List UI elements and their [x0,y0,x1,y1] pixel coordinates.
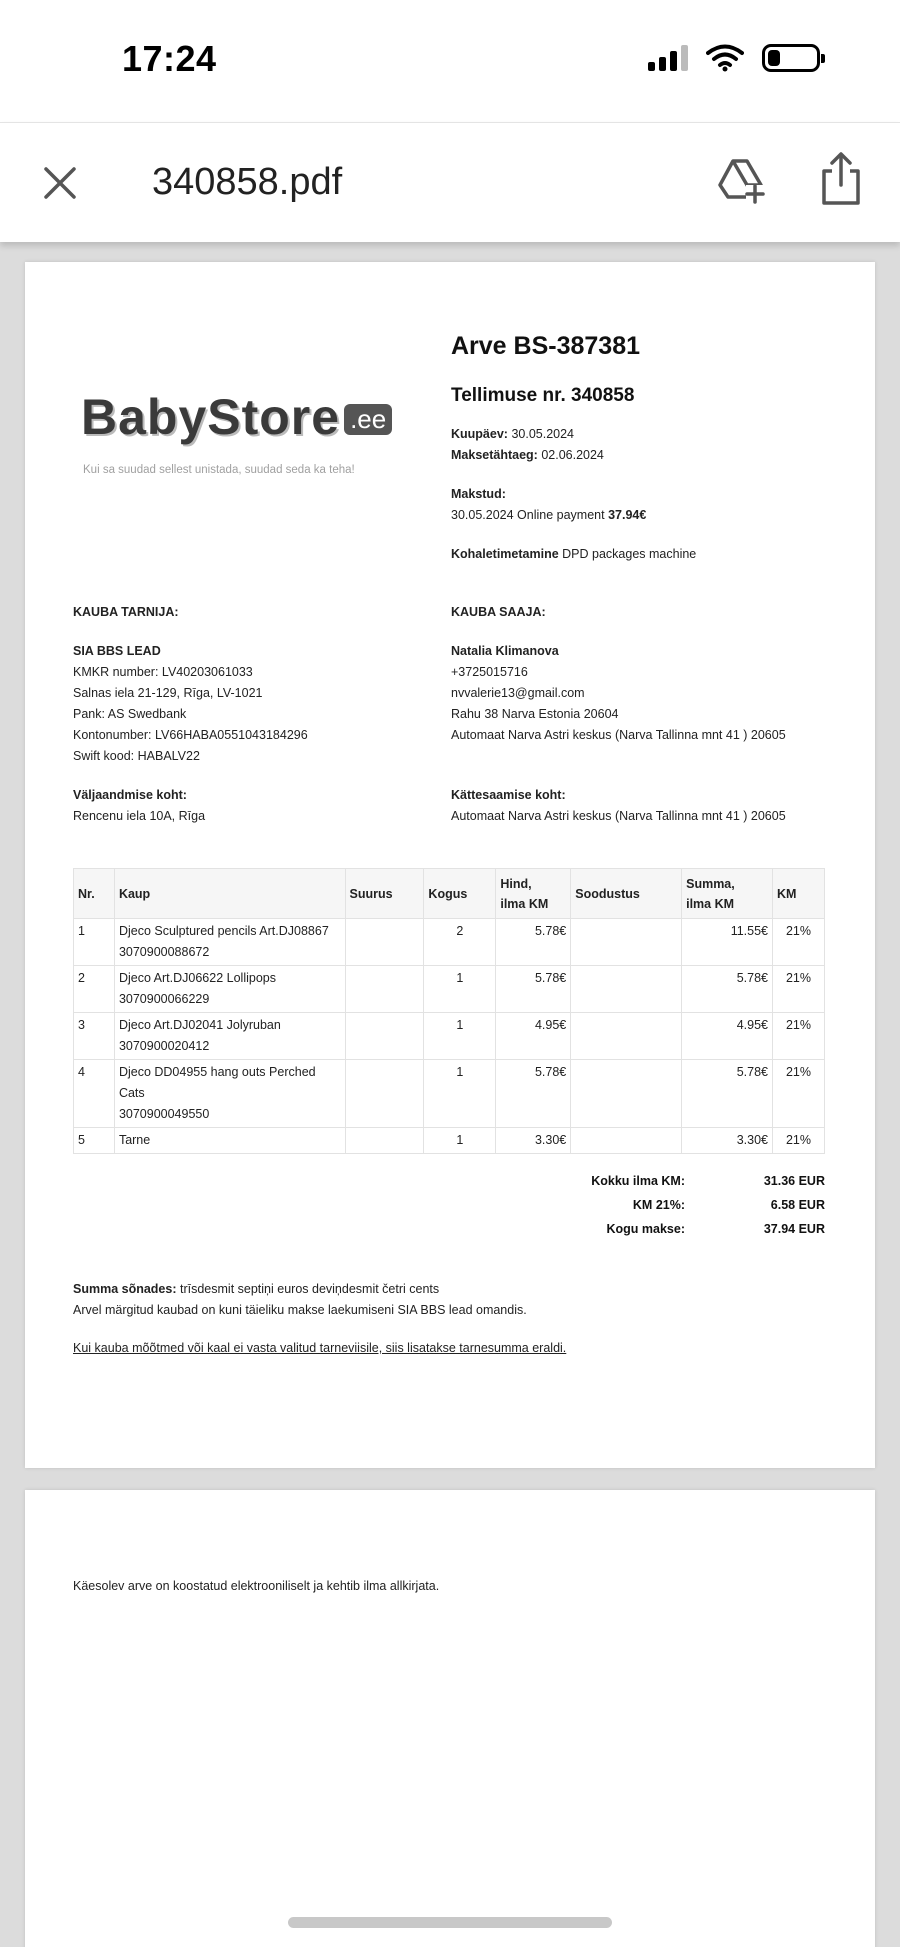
shipping-note: Kui kauba mõõtmed või kaal ei vasta valitud tarneviisile, siis lisatakse tarnesumma eraldi. [73,1341,567,1355]
col-header-nr: Nr. [74,869,115,919]
ownership-note: Arvel märgitud kaubad on kuni täieliku makse laekumiseni SIA BBS lead omandis. [73,1303,527,1317]
pdf-page-1 [25,262,875,1468]
status-bar [0,0,900,122]
due-date: Maksetähtaeg: 02.06.2024 [451,448,604,462]
table-row: 5 Tarne 1 3.30€ 3.30€ 21% [74,1128,825,1154]
receiver-details: +3725015716 nvvalerie13@gmail.com Rahu 38 Narva Estonia 20604 Automaat Narva Astri keskus (Narva Tallinna mnt 41 ) 20605 [451,665,786,742]
invoice-title: Arve BS-387381 [451,332,641,360]
share-icon[interactable] [818,151,864,207]
col-header-vat: KM [773,869,825,919]
battery-icon [762,44,820,72]
order-number: Tellimuse nr. 340858 [451,385,635,406]
supplier-name: SIA BBS LEAD [73,644,161,658]
col-header-discount: Soodustus [571,869,682,919]
file-title: 340858.pdf [152,161,343,203]
cellular-signal-icon [648,45,688,71]
table-header-row [74,869,825,919]
add-to-drive-icon[interactable] [716,155,766,205]
wifi-icon [706,44,744,72]
table-row: 2 Djeco Art.DJ06622 Lollipops 3070900066229 1 5.78€ 5.78€ 21% [74,966,825,1013]
home-indicator[interactable] [288,1917,612,1928]
issue-place-label: Väljaandmise koht: [73,788,187,802]
col-header-price: Hind, ilma KM [496,869,571,919]
babystore-logo: BabyStore .ee [81,388,392,446]
close-icon[interactable] [40,163,80,203]
pickup-place-value: Automaat Narva Astri keskus (Narva Tallinna mnt 41 ) 20605 [451,809,786,823]
total-vat: KM 21%: 6.58 EUR [632,1198,825,1212]
pdf-viewer-toolbar [0,122,900,242]
supplier-details: KMKR number: LV40203061033 Salnas iela 21-129, Rīga, LV-1021 Pank: AS Swedbank Kontonumber: LV66HABA0551043184296 Swift kood: HABALV22 [73,665,308,763]
paid-label: Makstud: [451,487,506,501]
paid-info: 30.05.2024 Online payment 37.94€ [451,508,647,522]
table-row: 3 Djeco Art.DJ02041 Jolyruban 3070900020412 1 4.95€ 4.95€ 21% [74,1013,825,1060]
col-header-qty: Kogus [424,869,496,919]
table-row: 4 Djeco DD04955 hang outs Perched Cats 3070900049550 1 5.78€ 5.78€ 21% [74,1060,825,1128]
col-header-sum: Summa, ilma KM [682,869,773,919]
purchase-date: Kuupäev: 30.05.2024 [451,427,574,441]
total-payment: Kogu makse: 37.94 EUR [606,1222,825,1236]
status-icons [648,44,820,72]
logo-tagline: Kui sa suudad sellest unistada, suudad seda ka teha! [83,464,355,476]
supplier-heading: KAUBA TARNIJA: [73,605,179,619]
sum-in-words: Summa sõnades: trīsdesmit septiņi euros deviņdesmit četri cents [73,1282,440,1296]
items-table [73,868,825,1154]
delivery-method: Kohaletimetamine DPD packages machine [451,547,697,561]
electronic-note: Käesolev arve on koostatud elektrooniliselt ja kehtib ilma allkirjata. [73,1579,440,1593]
totals-block [505,1169,825,1241]
receiver-heading: KAUBA SAAJA: [451,605,546,619]
col-header-size: Suurus [345,869,424,919]
status-time: 17:24 [122,38,217,79]
col-header-item: Kaup [114,869,345,919]
issue-place-value: Rencenu iela 10A, Rīga [73,809,206,823]
pdf-page-2 [25,1490,875,1947]
total-net: Kokku ilma KM: 31.36 EUR [591,1174,825,1188]
receiver-name: Natalia Klimanova [451,644,559,658]
table-row: 1 Djeco Sculptured pencils Art.DJ08867 3070900088672 2 5.78€ 11.55€ 21% [74,919,825,966]
pickup-place-label: Kättesaamise koht: [451,788,566,802]
